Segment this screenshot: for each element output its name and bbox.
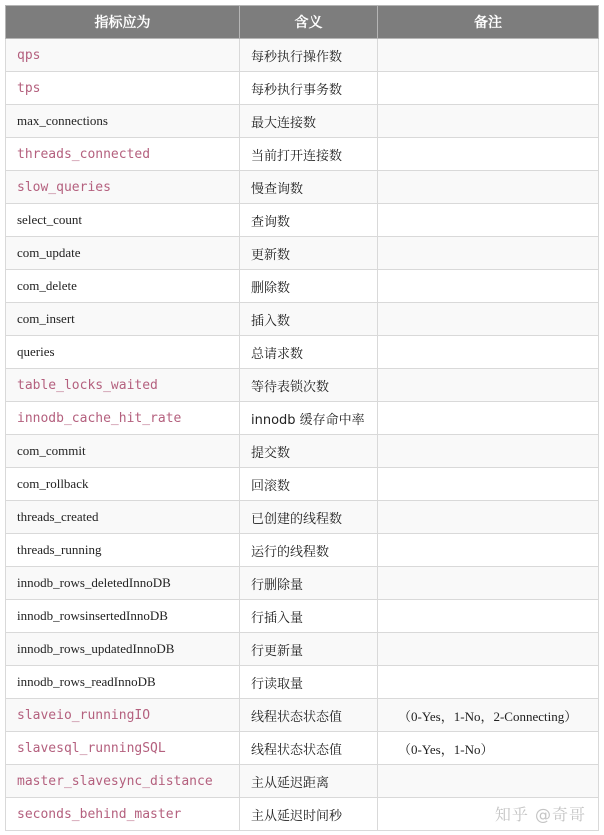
metric-cell: com_update: [6, 237, 240, 270]
table-header: [6, 6, 599, 39]
metric-cell: qps: [6, 39, 240, 72]
metric-cell: com_delete: [6, 270, 240, 303]
note-cell: [378, 303, 599, 336]
metric-cell: slaveio_runningIO: [6, 699, 240, 732]
meaning-cell: 更新数: [240, 237, 378, 270]
meaning-cell: 行插入量: [240, 600, 378, 633]
header-meaning: 含义: [240, 6, 378, 39]
table-row: [6, 270, 599, 303]
table-row: [6, 237, 599, 270]
note-cell: [378, 402, 599, 435]
note-cell: [378, 171, 599, 204]
meaning-cell: innodb 缓存命中率: [240, 402, 378, 435]
metric-cell: innodb_rows_readInnoDB: [6, 666, 240, 699]
table-row: [6, 105, 599, 138]
meaning-cell: 主从延迟距离: [240, 765, 378, 798]
metric-cell: queries: [6, 336, 240, 369]
note-cell: [378, 105, 599, 138]
note-cell: [378, 501, 599, 534]
header-metric: 指标应为: [6, 6, 240, 39]
table-row: [6, 72, 599, 105]
meaning-cell: 行更新量: [240, 633, 378, 666]
note-cell: [378, 270, 599, 303]
metric-cell: innodb_rows_updatedInnoDB: [6, 633, 240, 666]
metric-cell: com_commit: [6, 435, 240, 468]
metric-cell: com_rollback: [6, 468, 240, 501]
meaning-cell: 当前打开连接数: [240, 138, 378, 171]
meaning-cell: 运行的线程数: [240, 534, 378, 567]
table-row: [6, 435, 599, 468]
note-cell: [378, 39, 599, 72]
metric-cell: threads_connected: [6, 138, 240, 171]
note-cell: [378, 468, 599, 501]
metric-cell: max_connections: [6, 105, 240, 138]
meaning-cell: 等待表锁次数: [240, 369, 378, 402]
metric-cell: master_slavesync_distance: [6, 765, 240, 798]
meaning-cell: 行读取量: [240, 666, 378, 699]
header-row: [6, 6, 599, 39]
table-row: [6, 171, 599, 204]
metric-cell: tps: [6, 72, 240, 105]
watermark: 知乎 @奇哥: [494, 805, 586, 824]
table-body: [6, 39, 599, 831]
table-row: [6, 402, 599, 435]
meaning-cell: 最大连接数: [240, 105, 378, 138]
metric-cell: innodb_rows_deletedInnoDB: [6, 567, 240, 600]
meaning-cell: 每秒执行操作数: [240, 39, 378, 72]
table-row: [6, 468, 599, 501]
meaning-cell: 插入数: [240, 303, 378, 336]
metric-cell: slavesql_runningSQL: [6, 732, 240, 765]
metric-cell: table_locks_waited: [6, 369, 240, 402]
meaning-cell: 行删除量: [240, 567, 378, 600]
note-cell: [378, 237, 599, 270]
table-row: [6, 336, 599, 369]
meaning-cell: 总请求数: [240, 336, 378, 369]
metric-cell: innodb_rowsinsertedInnoDB: [6, 600, 240, 633]
table-row: [6, 765, 599, 798]
table-row: [6, 138, 599, 171]
table-row: [6, 369, 599, 402]
note-cell: [378, 600, 599, 633]
meaning-cell: 删除数: [240, 270, 378, 303]
metric-cell: threads_created: [6, 501, 240, 534]
table-row: [6, 699, 599, 732]
table-row: [6, 567, 599, 600]
meaning-cell: 每秒执行事务数: [240, 72, 378, 105]
table-row: [6, 303, 599, 336]
meaning-cell: 查询数: [240, 204, 378, 237]
note-cell: [378, 435, 599, 468]
meaning-cell: 主从延迟时间秒: [240, 798, 378, 831]
meaning-cell: 线程状态状态值: [240, 699, 378, 732]
note-cell: [378, 765, 599, 798]
note-cell: [378, 336, 599, 369]
table-row: [6, 501, 599, 534]
table-row: [6, 39, 599, 72]
meaning-cell: 提交数: [240, 435, 378, 468]
note-cell: [378, 204, 599, 237]
note-cell: [378, 567, 599, 600]
meaning-cell: 回滚数: [240, 468, 378, 501]
metric-cell: seconds_behind_master: [6, 798, 240, 831]
metric-cell: com_insert: [6, 303, 240, 336]
metric-cell: innodb_cache_hit_rate: [6, 402, 240, 435]
note-cell: [378, 534, 599, 567]
note-cell: [378, 666, 599, 699]
table-row: [6, 600, 599, 633]
note-cell: [378, 633, 599, 666]
metric-cell: select_count: [6, 204, 240, 237]
meaning-cell: 线程状态状态值: [240, 732, 378, 765]
meaning-cell: 慢查询数: [240, 171, 378, 204]
note-cell: [378, 72, 599, 105]
table-row: [6, 732, 599, 765]
note-cell: [378, 138, 599, 171]
metrics-table: [5, 5, 599, 831]
metric-cell: threads_running: [6, 534, 240, 567]
note-cell: （0-Yes，1-No，2-Connecting）: [378, 699, 599, 732]
table-row: [6, 633, 599, 666]
note-cell: （0-Yes，1-No）: [378, 732, 599, 765]
note-cell: [378, 369, 599, 402]
meaning-cell: 已创建的线程数: [240, 501, 378, 534]
table-row: [6, 534, 599, 567]
header-note: 备注: [378, 6, 599, 39]
metric-cell: slow_queries: [6, 171, 240, 204]
table-row: [6, 204, 599, 237]
table-row: [6, 666, 599, 699]
